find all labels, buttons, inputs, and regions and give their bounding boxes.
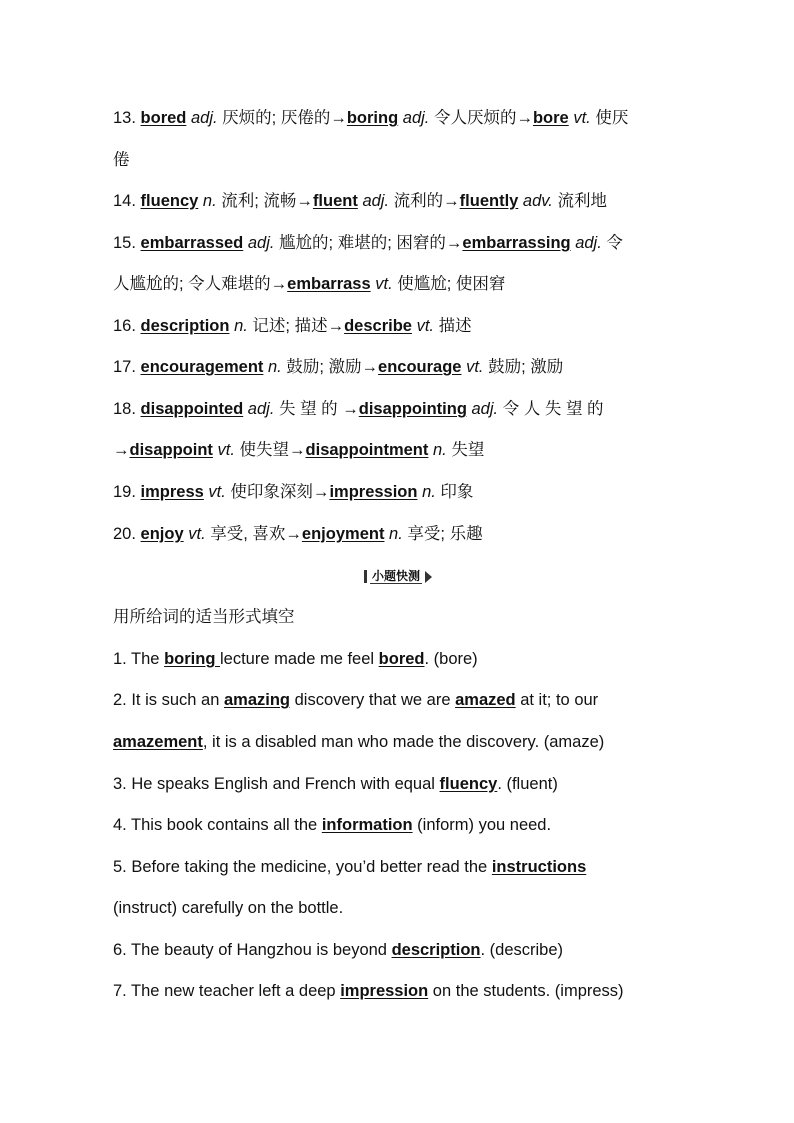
exercise-3: 3. He speaks English and French with equal fluency. (fluent): [113, 775, 558, 793]
vocab-item-17: 17. encouragement n. 鼓励; 激励→encourage vt. 鼓励; 激励: [113, 358, 564, 376]
exercise-5: 5. Before taking the medicine, you’d better read the instructions: [113, 858, 587, 876]
exercise-5-cont: (instruct) carefully on the bottle.: [113, 899, 344, 917]
exercise-6: 6. The beauty of Hangzhou is beyond description. (describe): [113, 941, 564, 959]
vocab-item-18-cont: →disappoint vt. 使失望→disappointment n. 失望: [113, 441, 485, 459]
bar-icon: [364, 570, 367, 583]
vocab-item-16: 16. description n. 记述; 描述→describe vt. 描述: [113, 317, 472, 335]
vocab-item-14: 14. fluency n. 流利; 流畅→fluent adj. 流利的→fluently adv. 流利地: [113, 192, 607, 210]
play-triangle-icon: [425, 571, 432, 583]
answer-word: bored: [140, 109, 187, 127]
exercise-7: 7. The new teacher left a deep impression on the students. (impress): [113, 982, 624, 1000]
vocab-item-13: 13. bored adj. 厌烦的; 厌倦的→boring adj. 令人厌烦的→bore vt. 使厌: [113, 109, 629, 127]
vocab-item-18: 18. disappointed adj. 失 望 的 →disappointing adj. 令 人 失 望 的: [113, 400, 604, 418]
vocab-item-13-cont: 倦: [113, 151, 130, 169]
exercise-2: 2. It is such an amazing discovery that we are amazed at it; to our: [113, 691, 599, 709]
instruction: 用所给词的适当形式填空: [113, 608, 295, 626]
vocab-item-19: 19. impress vt. 使印象深刻→impression n. 印象: [113, 483, 474, 501]
section-badge: 小题快测: [113, 569, 683, 588]
vocab-item-15: 15. embarrassed adj. 尴尬的; 难堪的; 困窘的→embarrassing adj. 令: [113, 234, 623, 252]
answer-word: bore: [532, 109, 569, 127]
exercise-1: 1. The boring lecture made me feel bored. (bore): [113, 650, 478, 668]
answer-word: boring: [346, 109, 399, 127]
vocab-item-15-cont: 人尴尬的; 令人难堪的→embarrass vt. 使尴尬; 使困窘: [113, 275, 506, 293]
exercise-4: 4. This book contains all the information (inform) you need.: [113, 816, 552, 834]
exercise-2-cont: amazement, it is a disabled man who made the discovery. (amaze): [113, 733, 605, 751]
vocab-item-20: 20. enjoy vt. 享受, 喜欢→enjoyment n. 享受; 乐趣: [113, 525, 483, 543]
